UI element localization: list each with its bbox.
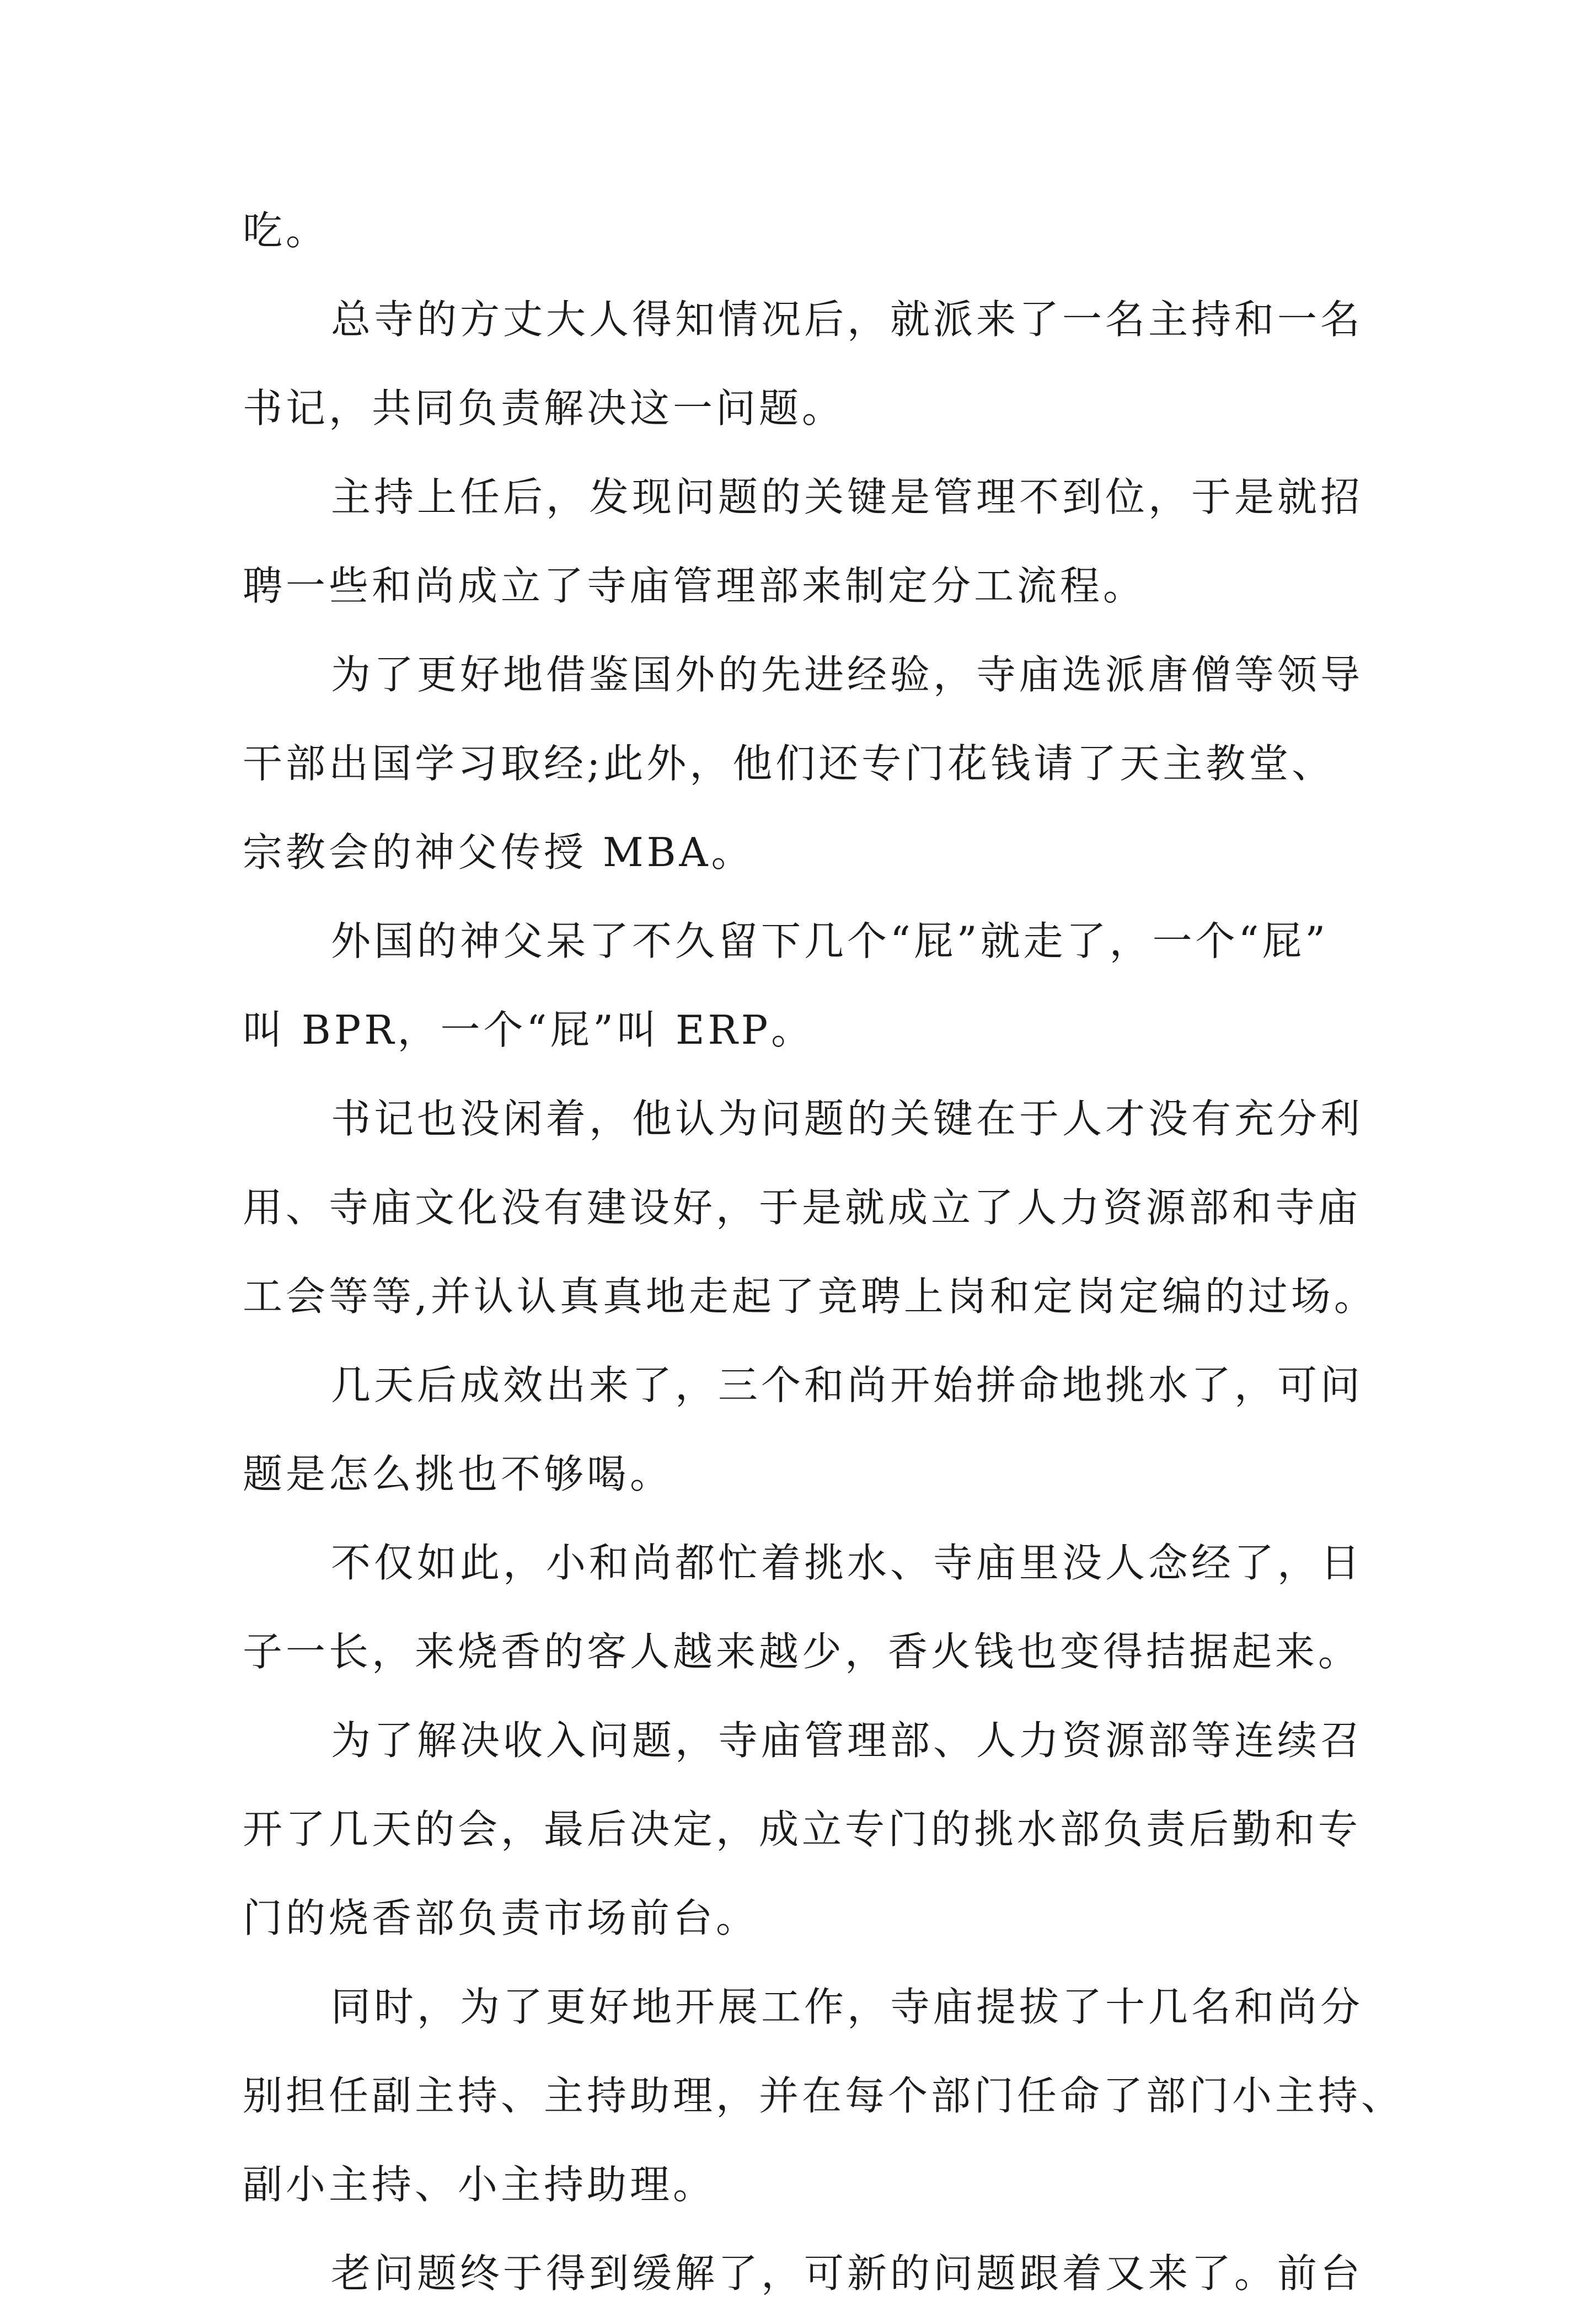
text-line: 子一长，来烧香的客人越来越少，香火钱也变得拮据起来。 [243,1628,1362,1675]
paragraph [243,897,1368,1075]
paragraph [243,1696,1368,1963]
text-line: 主持上任后，发现问题的关键是管理不到位，于是就招 [331,474,1364,520]
text-line: 为了更好地借鉴国外的先进经验，寺庙选派唐僧等领导 [331,651,1364,698]
text-line: 工会等等,并认认真真地走起了竞聘上岗和定岗定编的过场。 [243,1273,1377,1320]
paragraph [243,186,1368,275]
text-line: 吃。 [243,207,329,254]
text-line: 不仅如此，小和尚都忙着挑水、寺庙里没人念经了，日 [331,1540,1364,1586]
text-line: 几天后成效出来了，三个和尚开始拼命地挑水了，可问 [331,1362,1364,1408]
paragraph [243,453,1368,631]
paragraph [243,1075,1377,1341]
text-line: 副小主持、小主持助理。 [243,2161,716,2208]
paragraph [243,1341,1368,1519]
text-line: 用、寺庙文化没有建设好，于是就成立了人力资源部和寺庙 [243,1184,1362,1231]
text-line: 外国的神父呆了不久留下几个“屁”就走了，一个“屁” [331,918,1329,964]
text-line: 宗教会的神父传授 MBA。 [243,829,754,875]
paragraph [243,1519,1368,1696]
text-line: 叫 BPR，一个“屁”叫 ERP。 [243,1007,815,1053]
body-text [243,186,1405,2318]
text-line: 题是怎么挑也不够喝。 [243,1451,673,1497]
text-line: 总寺的方丈大人得知情况后，就派来了一名主持和一名 [331,296,1364,343]
text-line: 书记，共同负责解决这一问题。 [243,385,845,431]
text-line: 老问题终于得到缓解了，可新的问题跟着又来了。前台 [331,2250,1364,2296]
text-line: 干部出国学习取经;此外，他们还专门花钱请了天主教堂、 [243,740,1335,787]
text-line: 门的烧香部负责市场前台。 [243,1895,759,1941]
paragraph [243,275,1368,453]
paragraph [243,2229,1368,2318]
text-line: 别担任副主持、主持助理，并在每个部门任命了部门小主持、 [243,2073,1405,2119]
paragraph [243,1963,1405,2229]
text-line: 聘一些和尚成立了寺庙管理部来制定分工流程。 [243,563,1147,609]
text-line: 开了几天的会，最后决定，成立专门的挑水部负责后勤和专 [243,1806,1362,1852]
paragraph [243,631,1368,897]
text-line: 为了解决收入问题，寺庙管理部、人力资源部等连续召 [331,1717,1364,1764]
text-line: 同时，为了更好地开展工作，寺庙提拔了十几名和尚分 [331,1984,1364,2030]
text-line: 书记也没闲着，他认为问题的关键在于人才没有充分利 [331,1096,1364,1142]
